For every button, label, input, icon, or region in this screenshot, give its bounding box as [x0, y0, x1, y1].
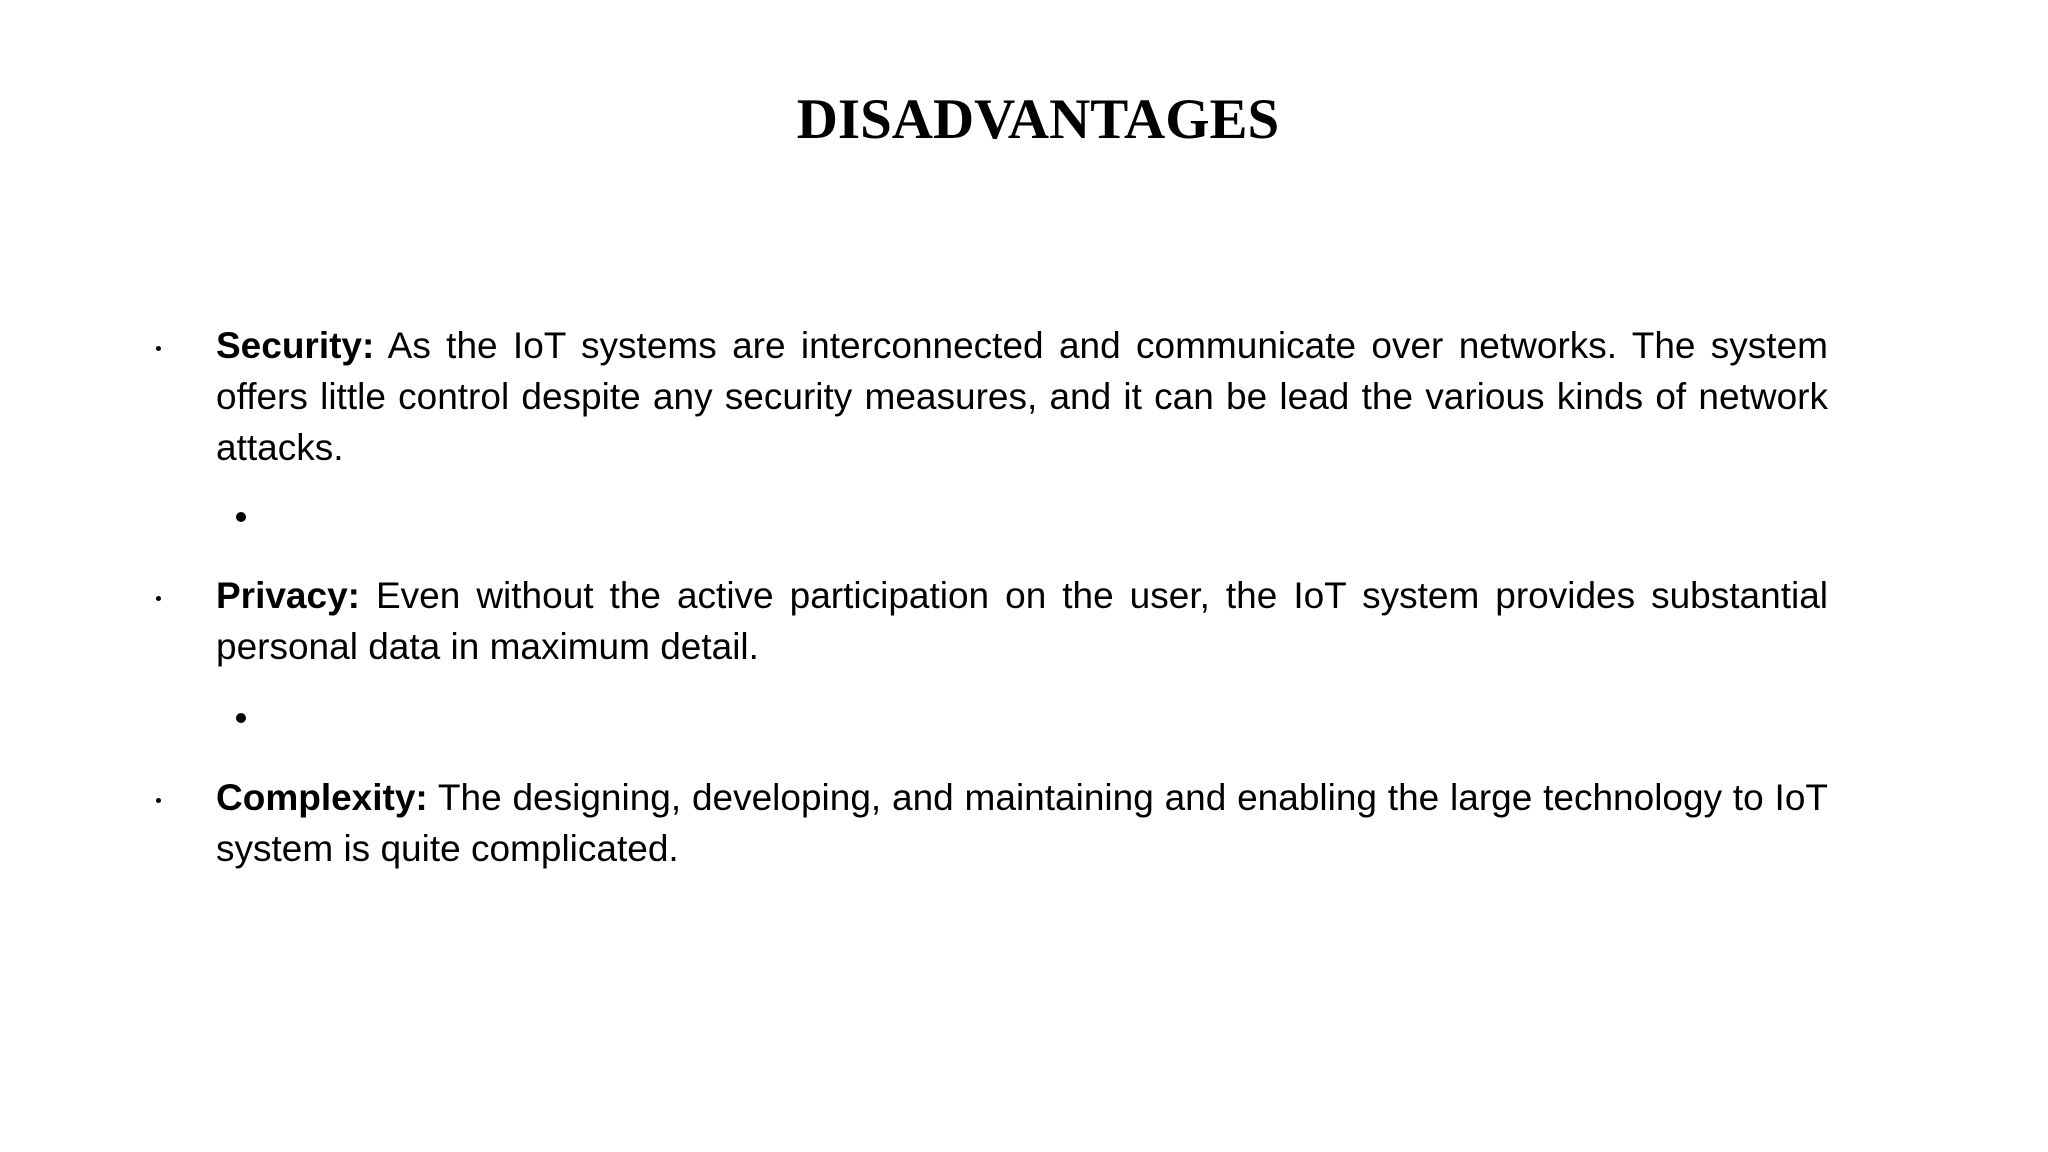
bullet-term: Privacy: [216, 575, 360, 616]
bullet-text [216, 772, 1828, 874]
slide-title: DISADVANTAGES [796, 88, 1280, 151]
empty-sub-bullet-icon [236, 713, 246, 723]
bullet-icon [156, 798, 166, 808]
empty-sub-bullet-icon [236, 512, 246, 522]
bullet-icon [156, 346, 166, 356]
bullet-body: Even without the active participation on the user, the IoT system provides substantial personal data in maximum detail. [216, 575, 1828, 667]
bullet-body: The designing, developing, and maintaining and enabling the large technology to IoT system is quite complicated. [216, 777, 1828, 869]
bullet-body: As the IoT systems are interconnected and communicate over networks. The system offers little control despite any security measures, and it can be lead the various kinds of network attacks. [216, 325, 1828, 468]
bullet-text [216, 570, 1828, 672]
bullet-text [216, 320, 1828, 473]
bullet-term: Security: [216, 325, 375, 366]
bullet-term: Complexity: [216, 777, 428, 818]
bullet-icon [156, 596, 166, 606]
